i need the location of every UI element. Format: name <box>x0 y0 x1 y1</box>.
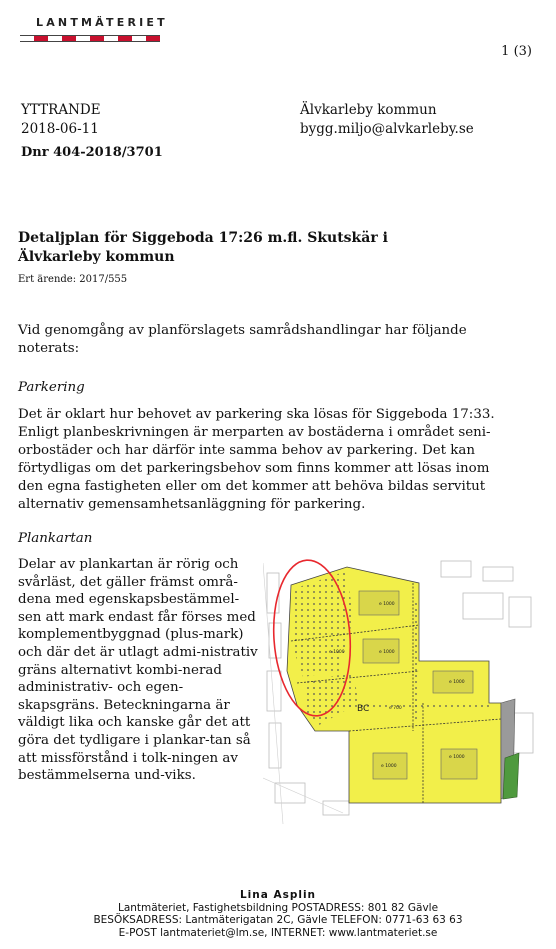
map-label: e 1000 <box>449 680 465 685</box>
map-label: e 1000 <box>379 602 395 607</box>
map-label: e 1000 <box>329 650 345 655</box>
footer <box>0 889 556 939</box>
page-number: 1 (3) <box>501 44 532 59</box>
footer-line-1: Lantmäteriet, Fastighetsbildning POSTADRESS: 801 82 Gävle <box>117 901 439 914</box>
logo-text: LANTMÄTERIET <box>36 16 168 29</box>
doc-date: 2018-06-11 <box>21 121 99 137</box>
meta-right <box>300 101 474 139</box>
section-heading-parkering: Parkering <box>18 380 85 395</box>
plus-mark-area <box>349 703 489 711</box>
map-label: e 1000 <box>379 650 395 655</box>
recipient-email: bygg.miljo@alvkarleby.se <box>300 121 474 137</box>
meta-left <box>21 101 101 139</box>
dnr-number: Dnr 404-2018/3701 <box>21 145 163 160</box>
intro-paragraph: Vid genomgång av planförslagets samrådshandlingar har följande noterats: <box>18 323 467 356</box>
doc-type: YTTRANDE <box>21 102 101 118</box>
section-text-plankartan: Delar av plankartan är rörig och svårläst, det gäller främst områ-dena med egenskapsbestämmel-sen att mark endast får förses med komplementbyggnad (plus-mark) och där det är utlagt admi-nistrativ gräns alternativt kombi-nerad administrativ- och egen-skapsgräns. Beteckningarna är väldigt lika och kanske går det att göra det tydligare i plankar-tan så att missförstånd i tolk-ningen av bestämmelserna und-viks. <box>18 557 258 784</box>
recipient: Älvkarleby kommun <box>300 102 437 118</box>
footer-line-2: BESÖKSADRESS: Lantmäterigatan 2C, Gävle TELEFON: 0771-63 63 63 <box>93 914 463 926</box>
map-label: e 1000 <box>449 755 465 760</box>
green-strip <box>503 753 519 799</box>
map-label-bc: BC <box>357 704 370 714</box>
logo-stripe <box>20 35 160 42</box>
plan-map-image <box>263 553 539 824</box>
section-text-parkering: Det är oklart hur behovet av parkering ska lösas för Siggeboda 17:33. Enligt planbeskrivningen är merparten av bostäderna i området seni-orbostäder och har därför inte samma behov av parkering. Det kan förtydligas om det parkeringsbehov som finns kommer att lösas inom den egna fastigheten eller om det kommer att behöva bildas servitut alternativ gemensamhetsanläggning för parkering. <box>18 407 495 512</box>
footer-line-3: E-POST lantmateriet@lm.se, INTERNET: www.lantmateriet.se <box>118 926 438 939</box>
section-heading-plankartan: Plankartan <box>18 531 93 546</box>
ert-arende: Ert ärende: 2017/555 <box>18 274 128 285</box>
footer-name: Lina Asplin <box>239 889 317 901</box>
map-label: e 700 <box>389 706 402 711</box>
map-label: e 1000 <box>381 764 397 769</box>
document-title: Detaljplan för Siggeboda 17:26 m.fl. Skutskär i Älvkarleby kommun <box>18 230 388 265</box>
